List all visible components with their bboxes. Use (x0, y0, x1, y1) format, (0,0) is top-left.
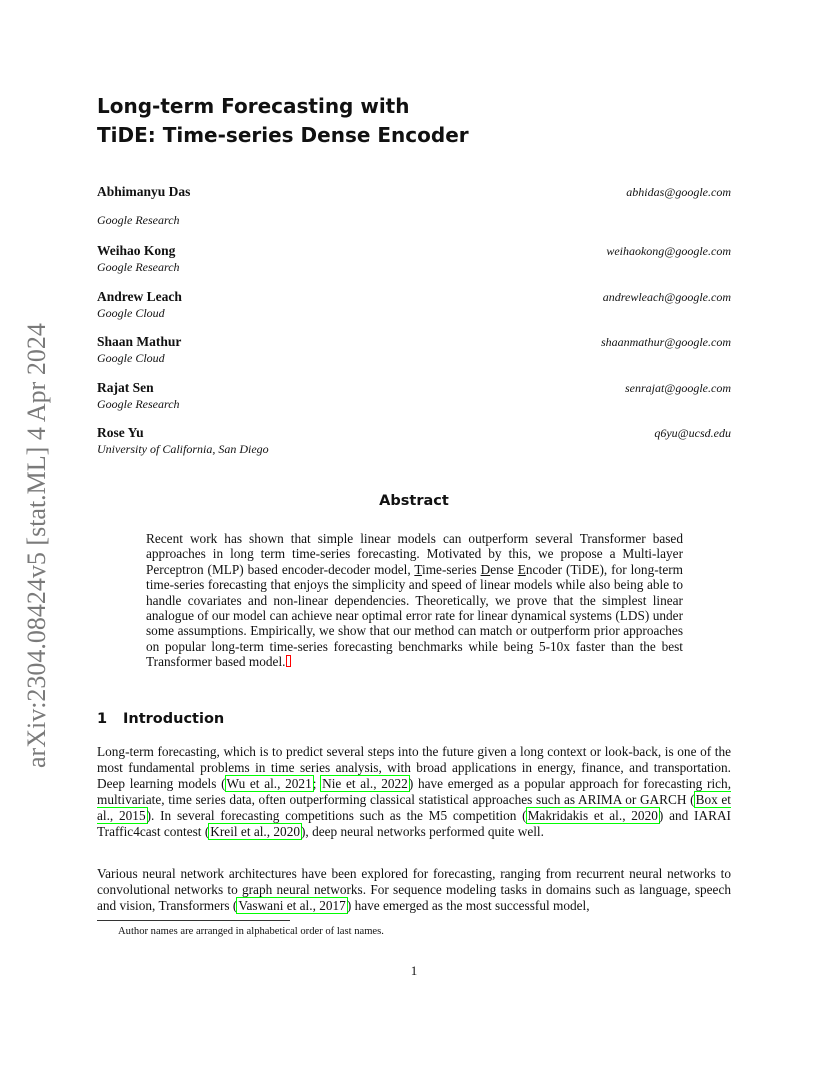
paragraph-text: ; (312, 776, 322, 791)
abstract-text (146, 531, 683, 670)
paragraph-text: ) have emerged as a popular approach for forecasting rich, multivariate, time series data, often outperforming classical statistical approaches such as ARIMA or GARCH ( (97, 776, 732, 807)
abstract-acronym-letter: D (480, 561, 491, 577)
author-affiliation: University of California, San Diego (97, 442, 269, 456)
author-name: Rajat Sen (97, 380, 154, 395)
citation-link[interactable]: Nie et al., 2022 (322, 776, 408, 791)
author-block (97, 334, 731, 366)
author-email[interactable]: senrajat@google.com (624, 381, 731, 395)
author-block (97, 425, 731, 457)
author-affiliation: Google Cloud (97, 306, 165, 320)
intro-paragraph (97, 866, 731, 914)
footnote-divider (97, 920, 290, 921)
author-block (97, 243, 731, 275)
author-name: Rose Yu (97, 425, 144, 440)
citation-link[interactable]: Box et al., 2015 (97, 792, 731, 823)
author-block (97, 184, 731, 228)
paragraph-text: ) and IARAI Traffic4cast contest ( (97, 808, 731, 839)
footnote: Author names are arranged in alphabetical order of last names. (118, 926, 384, 937)
author-affiliation: Google Research (97, 260, 180, 274)
section-title: Introduction (123, 711, 225, 727)
paragraph-text: ) have emerged as the most successful model, (346, 898, 590, 913)
author-email[interactable]: q6yu@ucsd.edu (654, 426, 731, 440)
abstract-part: ncoder (TiDE), for long-term time-series forecasting that enjoys the simplicity and speed of linear models while also being able to handle covariates and non-linear dependencies. Theoretically, we prove that the simplest linear analogue of our model can achieve near optimal error rate for linear dynamical systems (LDS) under some assumptions. Empirically, we show that our method can match or outperform prior approaches on popular long-term time-series forecasting benchmarks while being 5-10x faster than the best Transformer based model. (146, 561, 684, 670)
intro-paragraph (97, 744, 731, 840)
citation-link[interactable]: Makridakis et al., 2020 (527, 808, 658, 823)
paper-title (97, 92, 737, 150)
author-affiliation: Google Research (97, 397, 180, 411)
citation-link[interactable]: Wu et al., 2021 (226, 776, 312, 791)
abstract-part: ime-series (422, 561, 481, 577)
author-affiliation: Google Cloud (97, 351, 165, 365)
author-email[interactable]: andrewleach@google.com (602, 290, 731, 304)
citation-link[interactable]: Vaswani et al., 2017 (238, 898, 346, 913)
section-heading (97, 710, 497, 728)
citation-link[interactable]: Kreil et al., 2020 (210, 824, 300, 839)
paragraph-text: Various neural network architectures have been explored for forecasting, ranging from recurrent neural networks to convolutional networks to graph neural networks. For sequence modeling tasks in domains such as language, speech and vision, Transformers ( (97, 866, 731, 913)
author-name: Andrew Leach (97, 289, 182, 304)
author-name: Weihao Kong (97, 243, 176, 258)
section-number: 1 (97, 711, 108, 727)
footnote-link-marker[interactable] (286, 655, 291, 667)
abstract-acronym-letter: E (517, 561, 526, 577)
abstract-part: ense (490, 561, 518, 577)
paragraph-text: ), deep neural networks performed quite well. (301, 824, 544, 839)
author-block (97, 380, 731, 412)
paragraph-text: Long-term forecasting, which is to predict several steps into the future given a long context or look-back, is one of the most fundamental problems in time series analysis, with broad applications in energy, finance, and transportation. Deep learning models ( (97, 744, 731, 791)
author-name: Abhimanyu Das (97, 184, 191, 199)
title-line-1: Long-term Forecasting with (97, 94, 410, 118)
arxiv-identifier: arXiv:2304.08424v5 [stat.ML] 4 Apr 2024 (22, 323, 51, 768)
abstract-heading: Abstract (379, 493, 449, 509)
author-email[interactable]: weihaokong@google.com (606, 244, 731, 258)
author-affiliation: Google Research (97, 213, 180, 227)
abstract-part: Recent work has shown that simple linear models can outperform several Transformer based approaches in long term time-series forecasting. Motivated by this, we propose a Multi-layer Perceptron (MLP) based encoder-decoder model, (146, 531, 683, 577)
page-number: 1 (410, 963, 418, 978)
abstract-acronym-letter: T (414, 561, 422, 577)
author-block (97, 289, 731, 321)
author-email[interactable]: abhidas@google.com (626, 185, 731, 199)
title-line-2: TiDE: Time-series Dense Encoder (97, 123, 469, 147)
author-email[interactable]: shaanmathur@google.com (600, 335, 731, 349)
author-name: Shaan Mathur (97, 334, 182, 349)
paragraph-text: ). In several forecasting competitions such as the M5 competition ( (146, 808, 527, 823)
